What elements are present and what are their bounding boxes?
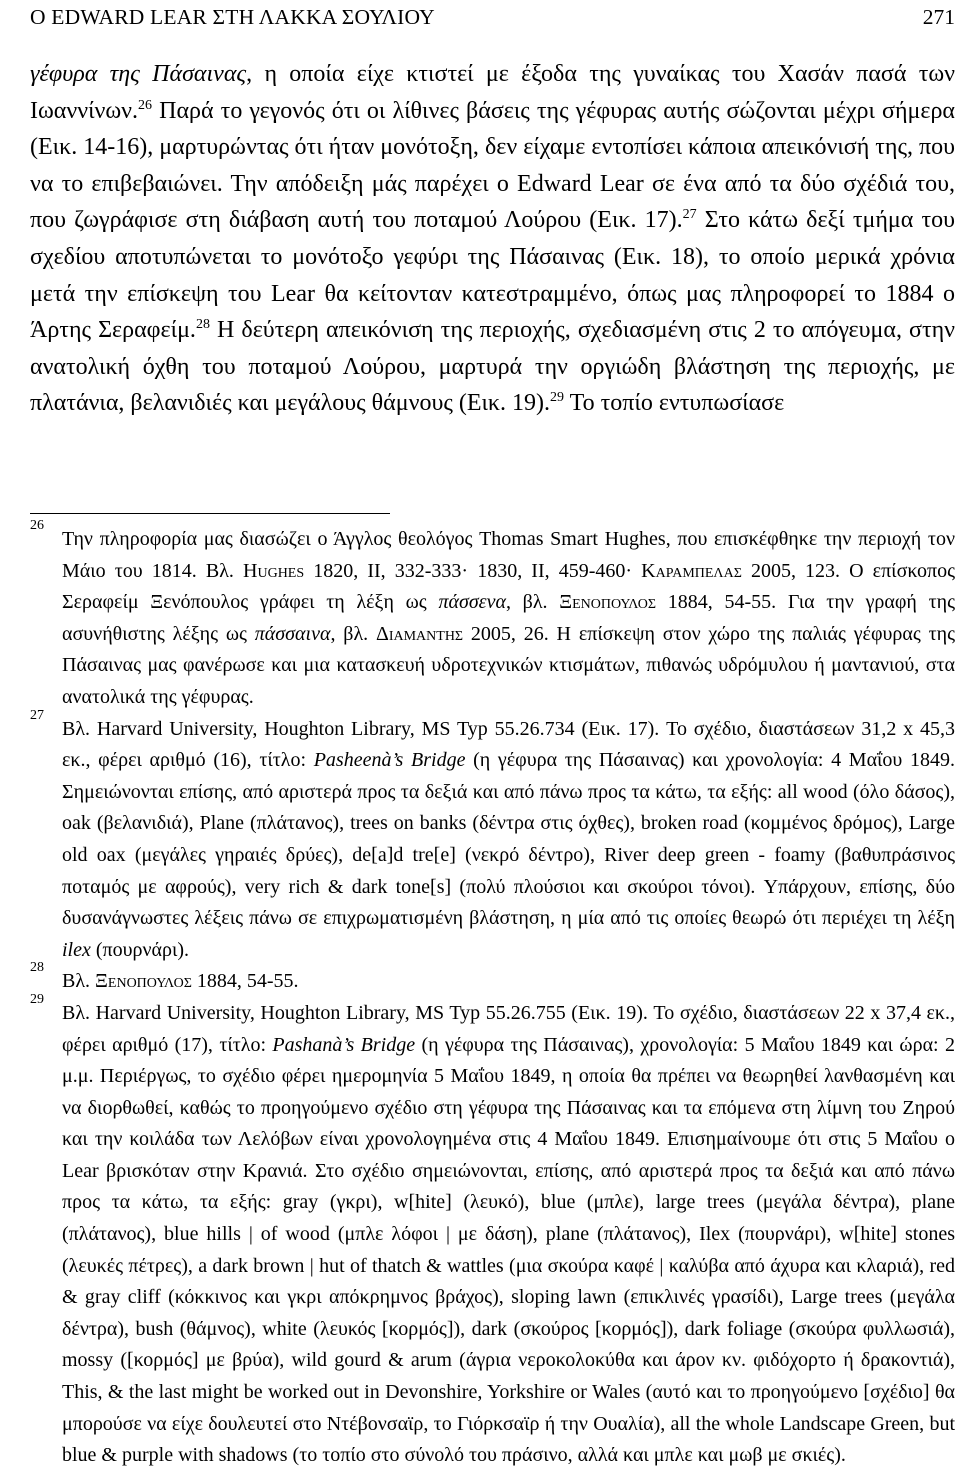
footnote-text: , βλ. <box>505 591 560 614</box>
footnote-text: Βλ. Harvard University, Houghton Library, MS Typ 55.26.734 (Εικ. 17). Το σχέδιο, διαστάσεων 31,2 x 45,3 εκ., φέρει αριθμό (16), τίτλο: <box>62 717 955 772</box>
footnotes <box>30 518 956 1472</box>
author-name: Ξενοπουλος <box>559 591 657 614</box>
footnote-text: (πουρνάρι). <box>90 938 190 961</box>
footnote-text: 2005, 26. Η επίσκεψη στον χώρο της παλιάς γέφυρας της Πάσαινας μας φανέρωσε και μια κατασκευή υδροτεχνικών κτισμάτων, πιθανώς υδρόμυλου ή μαντανιού, στα ανατολικά της γέφυρας. <box>62 622 956 708</box>
footnote-ref-28[interactable]: 28 <box>195 317 210 333</box>
drawing-title: Pasheenà’s Bridge <box>313 749 466 772</box>
footnote-text: , βλ. <box>330 622 376 645</box>
body-text <box>30 56 955 422</box>
footnote-number: 29 <box>30 991 44 1007</box>
footnote-27 <box>30 707 955 967</box>
footnote-ref-26[interactable]: 26 <box>138 97 153 113</box>
footnote-29 <box>30 991 955 1472</box>
footnote-text: Βλ. <box>62 970 96 993</box>
drawing-title: Pashanà’s Bridge <box>272 1033 416 1056</box>
italic-term: πάσσαινα <box>254 622 331 645</box>
footnote-text: (η γέφυρα της Πάσαινας) και χρονολογία: 4 Μαΐου 1849. Σημειώνονται επίσης, από αριστερά προς τα δεξιά και από πάνω προς τα κάτω, τα εξής: all wood (όλο δάσος), oak (βελανιδιά), Plane (πλάτανος), trees on banks (δέντρα στις όχθες), broken road (κομμένος δρόμος), Large old oax (μεγάλες γηραιές δρύες), de[a]d tre[e] (νεκρό δέντρο), River deep green - foamy (βαθυπράσινος ποταμός με αφρούς), very rich & dark tone[s] (πολύ πλούσιοι και σκούροι τόνοι). Υπάρχουν, επίσης, δύο δυσανάγνωστες λέξεις πάνω σε επιχρωματισμένη βλάστηση, η μία από τις οποίες θεωρώ ότι περιέχει τη λέξη <box>62 749 955 930</box>
footnote-text: 2005, 123. Ο επίσκοπος Σεραφείμ Ξενόπουλος γράφει τη λέξη ως <box>62 559 956 614</box>
footnote-number: 28 <box>30 960 44 976</box>
footnote-ref-29[interactable]: 29 <box>550 390 565 406</box>
author-name: Διαμαντης <box>375 622 464 645</box>
author-name: Ξενοπουλος <box>95 970 192 993</box>
footnote-text: 1820, II, 332-333· 1830, II, 459-460· <box>304 559 642 582</box>
body-sentence: Η δεύτερη απεικόνιση της περιοχής, σχεδιασμένη στις 2 το απόγευμα, στην ανατολική όχθη του ποταμού Λούρου, μαρτυρά την οργιώδη βλάστηση της περιοχής, με πλατάνια, βελανιδιές και μεγάλους θάμνους (Εικ. 19). <box>30 317 955 417</box>
footnote-text: 1884, 54-55. <box>191 970 299 993</box>
footnote-ref-27[interactable]: 27 <box>682 207 697 223</box>
footnote-text: Την πληροφορία μας διασώζει ο Άγγλος θεολόγος Thomas Smart Hughes, που επισκέφθηκε την περιοχή τον Μάιο του 1814. Βλ. <box>62 528 955 582</box>
body-sentence: Το τοπίο εντυπωσίασε <box>564 390 785 417</box>
body-sentence: , η οποία είχε κτιστεί με έξοδα της γυναίκας του Χασάν πασά των Ιωαννίνων. <box>30 61 955 124</box>
italic-term: ilex <box>62 938 91 961</box>
body-sentence: Παρά το γεγονός ότι οι λίθινες βάσεις της γέφυρας αυτής σώζονται μέχρι σήμερα (Εικ. 14-16), μαρτυρώντας ότι ήταν μονότοξη, δεν είχαμε εντοπίσει κάποια απεικόνισή της, που να το επιβεβαιώνει. Την απόδειξη μάς παρέχει ο Edward Lear σε ένα από τα δύο σχέδιά του, που ζωγράφισε στη διάβαση αυτή του ποταμού Λούρου (Εικ. 17). <box>30 97 955 234</box>
running-header <box>30 2 955 32</box>
author-name: Καραμπελας <box>641 559 742 582</box>
body-sentence: Στο κάτω δεξί τμήμα του σχεδίου αποτυπώνεται το μονότοξο γεφύρι της Πάσαινας (Εικ. 18), το οποίο μερικά χρόνια μετά την επίσκεψη του Lear θα κείτονταν κατεστραμμένο, όπως μας πληροφορεί το 1884 ο Άρτης Σεραφείμ. <box>30 207 955 344</box>
body-paragraph <box>30 56 955 422</box>
italic-term: πάσσενα <box>438 591 506 614</box>
emphasis-bridge-name: γέφυρα της Πάσαινας <box>30 61 247 87</box>
footnote-text: 1884, 54-55. Για την γραφή της ασυνήθιστης λέξης ως <box>62 591 955 645</box>
footnote-26 <box>30 518 956 714</box>
footnote-text: Βλ. Harvard University, Houghton Library, MS Typ 55.26.755 (Εικ. 19). Το σχέδιο, διαστάσεων 22 x 37,4 εκ., φέρει αριθμό (17), τίτλο: <box>62 1001 955 1056</box>
running-title: O EDWARD LEAR ΣΤΗ ΛΑΚΚΑ ΣΟΥΛΙΟΥ <box>30 5 435 29</box>
footnote-number: 27 <box>30 707 44 723</box>
footnote-text: (η γέφυρα της Πάσαινας), χρονολογία: 5 Μαΐου 1849 και ώρα: 2 μ.μ. Περιέργως, το σχέδιο φέρει ημερομηνία 5 Μαΐου 1849, η οποία θα πρέπει να θεωρηθεί λανθασμένη και να διορθωθεί, καθώς το προηγούμενο σχέδιο στη γέφυρα της Πάσαινας και τα επόμενα στη λίμνη του Ζηρού και την κοιλάδα των Λελόβων είναι χρονολογημένα στις 4 Μαΐου 1849. Επισημαίνουμε ότι στις 5 Μαΐου ο Lear βρισκόταν στην Κρανιά. Στο σχέδιο σημειώνονται, επίσης, από αριστερά προς τα δεξιά και από πάνω προς τα κάτω, τα εξής: gray (γκρι), w[hite] (λευκό), blue (μπλε), large trees (μεγάλα δέντρα), plane (πλάτανος), blue hills | of wood (μπλε λόφοι | με δάση), plane (πλάτανος), Ilex (πουρνάρι), w[hite] stones (λευκές πέτρες), a dark brown | hut of thatch & wattles (μια σκούρα καφέ | καλύβα από άχυρα και κλαριά), red & gray cliff (κόκκινος και γκρι απόκρημνος βράχος), sloping lawn (επικλινές γρασίδι), Large trees (μεγάλα δέντρα), bush (θάμνος), white (λευκός [κορμός]), dark (σκούρος [κορμός]), dark foliage (σκούρα φυλλωσιά), mossy ([κορμός] με βρύα), wild gourd & arum (άγρια νεροκολοκύθα και άρον κν. φιδόχορτο ή δρακοντιά), This, & the last might be worked out in Devonshire, Yorkshire or Wales (αυτό και το προηγούμενο [σχέδιο] θα μπορούσε να είχε δουλευτεί στο Ντέβονσαϊρ, το Γιόρκσαϊρ ή την Ουαλία), all the whole Landscape Green, but blue & purple with shadows (το τοπίο στο σύνολό του πράσινο, αλλά και μπλε και μωβ με σκιές). <box>62 1033 955 1467</box>
footnote-28 <box>30 960 955 998</box>
footnote-separator <box>30 513 390 514</box>
author-name: Hughes <box>243 559 305 582</box>
footnote-number: 26 <box>30 518 44 533</box>
page-number: 271 <box>922 5 955 29</box>
